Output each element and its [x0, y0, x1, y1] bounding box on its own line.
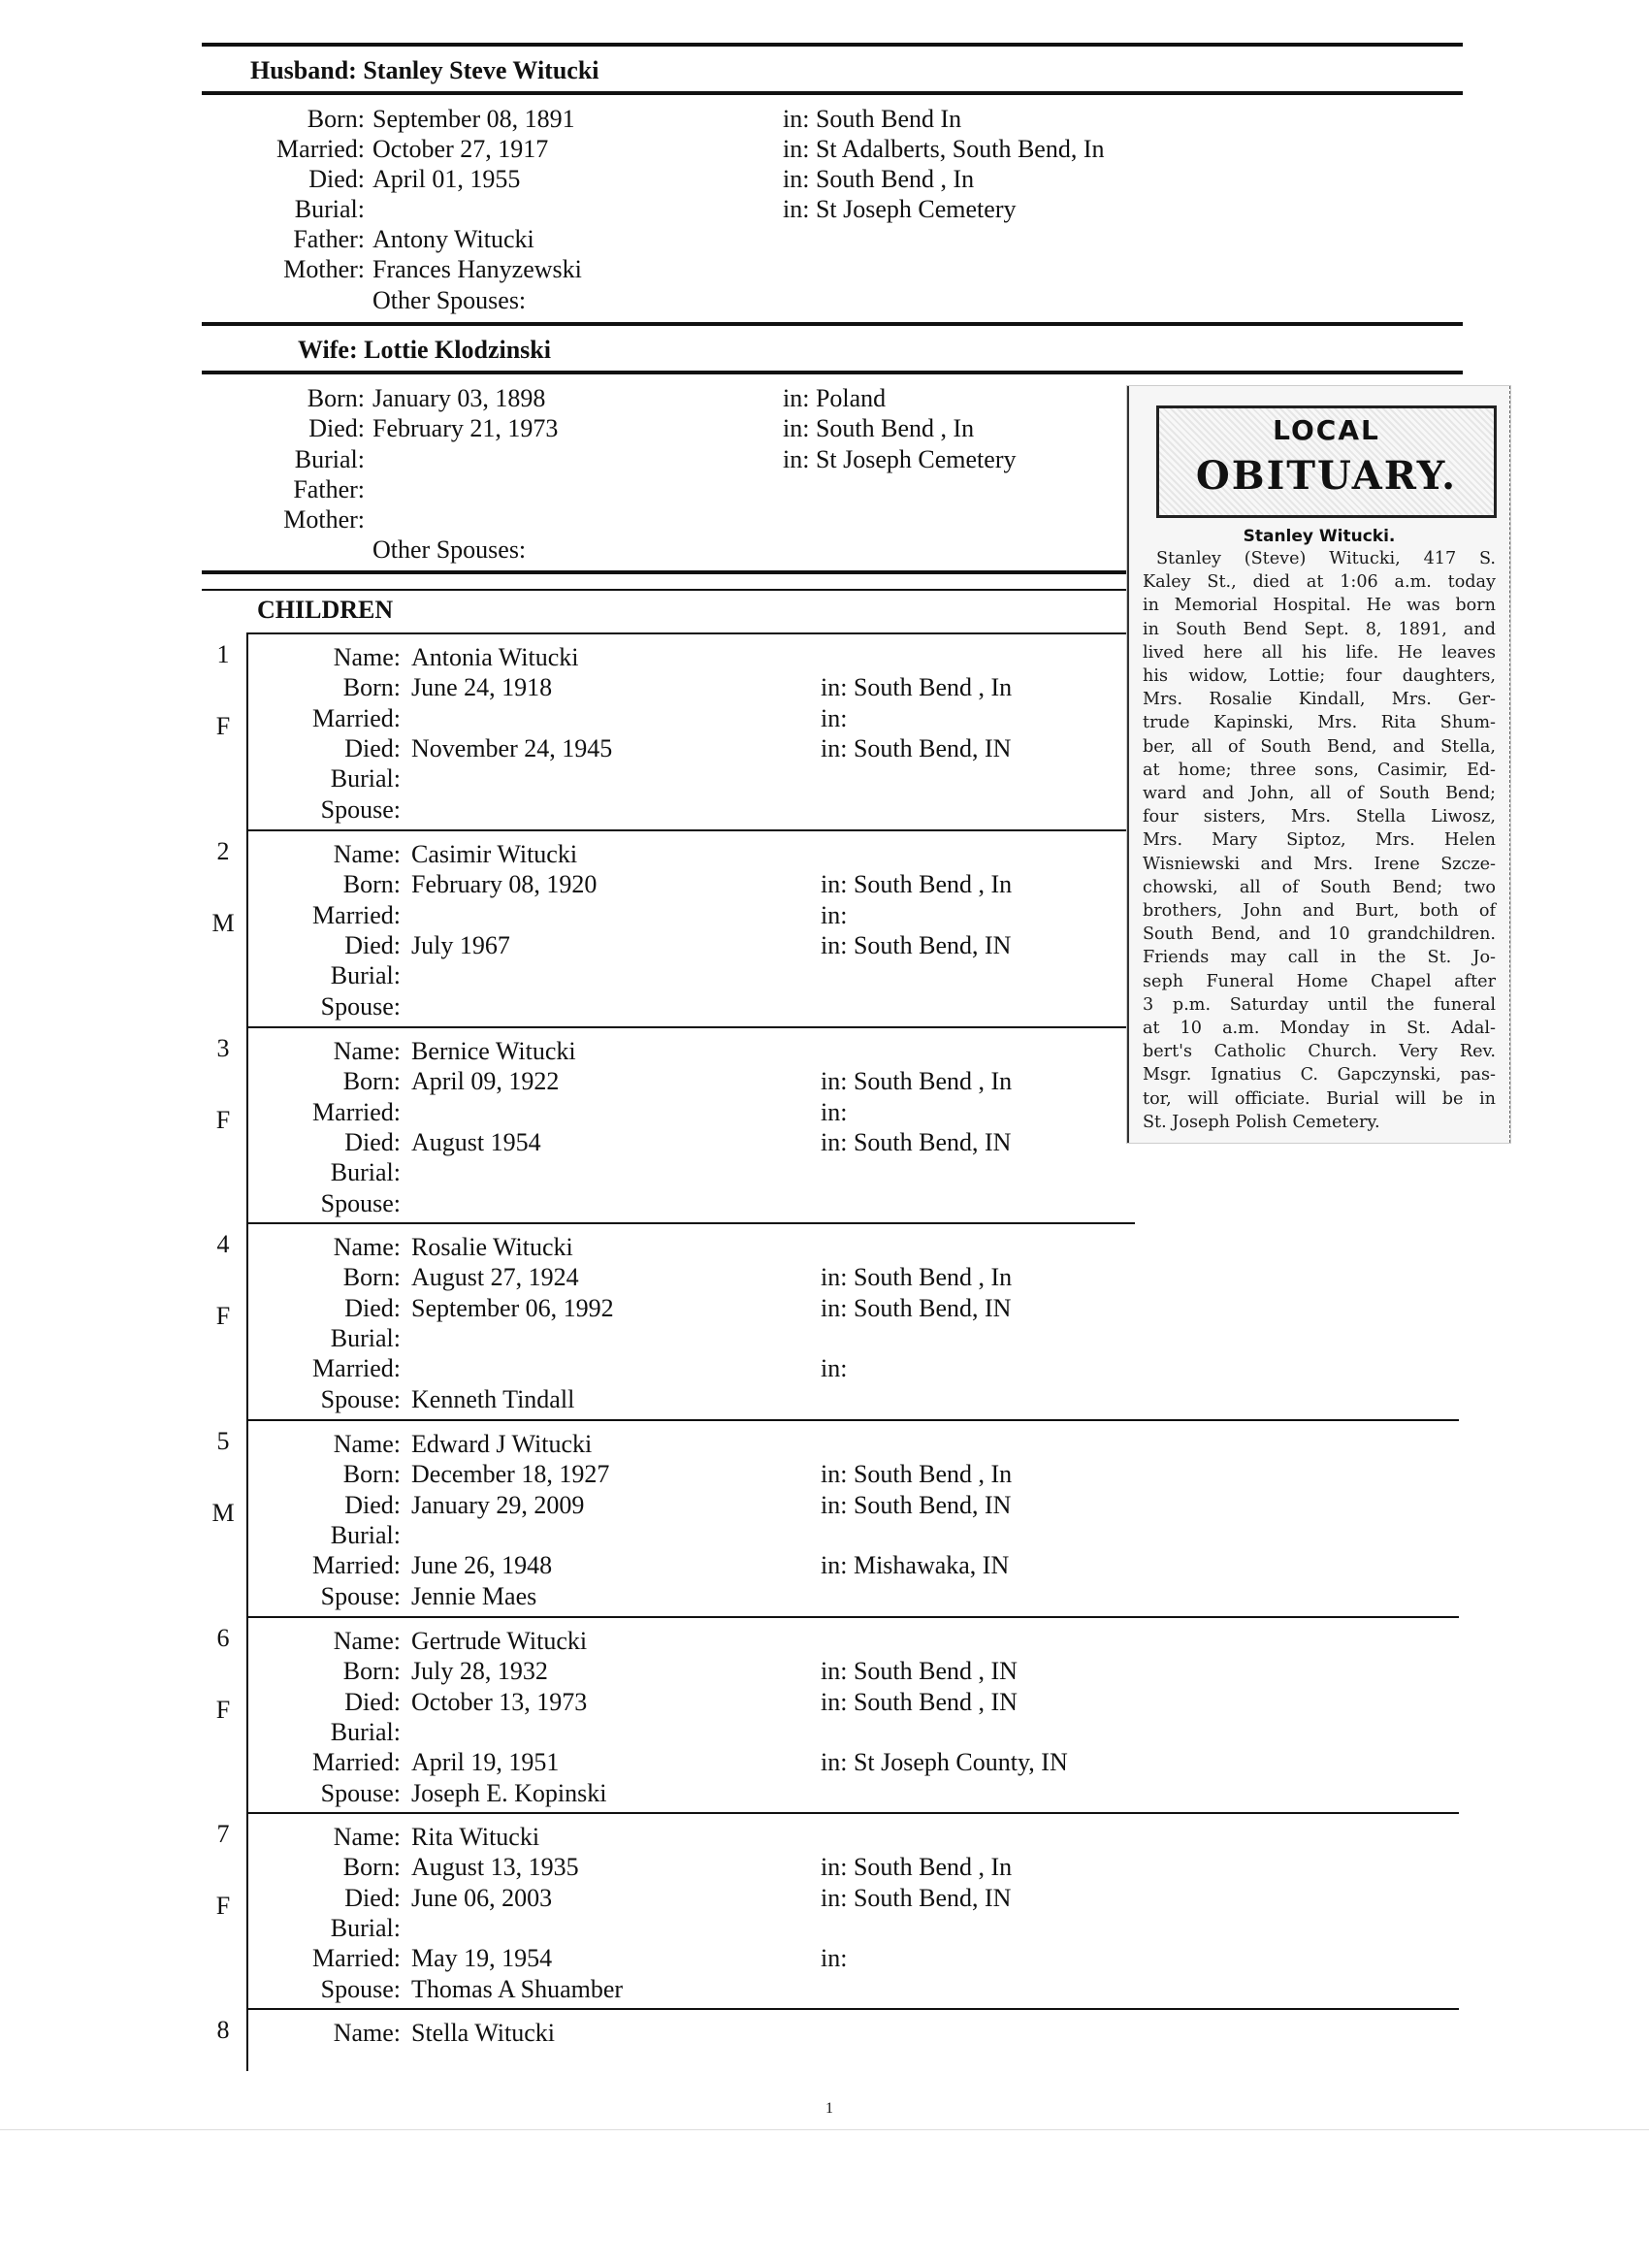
obituary-line: chowski, all of South Bend; two — [1143, 877, 1496, 897]
child-number: 5 — [216, 1427, 230, 1455]
obituary-line: ber, all of South Bend, and Stella, — [1143, 736, 1496, 757]
child-field-place: in: South Bend , In — [821, 870, 1013, 898]
child-field-place: in: South Bend , In — [821, 1853, 1013, 1881]
child-sex: M — [211, 1499, 235, 1527]
child-field-label: Died: — [344, 1688, 401, 1716]
child-separator — [246, 1419, 1459, 1421]
child-field-value: December 18, 1927 — [411, 1460, 610, 1488]
obituary-line: Kaley St., died at 1:06 a.m. today — [1143, 572, 1496, 593]
child-number: 7 — [216, 1820, 230, 1848]
children-heading-rule — [246, 632, 1135, 634]
child-number: 3 — [216, 1034, 230, 1062]
child-field-place: in: St Joseph County, IN — [821, 1748, 1068, 1776]
husband-field-value: Antony Witucki — [372, 225, 534, 253]
child-field-label: Spouse: — [320, 795, 401, 824]
husband-rule — [202, 91, 1463, 95]
child-sex: F — [215, 1106, 231, 1134]
child-separator — [246, 1222, 1135, 1224]
wife-heading-label: Wife: — [298, 336, 358, 364]
obituary-line: St. Joseph Polish Cemetery. — [1143, 1112, 1380, 1132]
husband-field-label: Born: — [307, 105, 365, 133]
child-field-label: Married: — [312, 1944, 401, 1972]
child-field-place: in: South Bend, IN — [821, 1884, 1012, 1912]
child-number: 4 — [216, 1230, 230, 1258]
wife-rule — [202, 371, 1463, 374]
wife-field-label: Born: — [307, 384, 365, 412]
child-field-value: June 06, 2003 — [411, 1884, 553, 1912]
child-field-place: in: South Bend, IN — [821, 1491, 1012, 1519]
child-field-label: Born: — [342, 870, 401, 898]
child-separator — [246, 829, 1135, 831]
child-field-value: Casimir Witucki — [411, 840, 578, 868]
child-field-label: Name: — [333, 1233, 401, 1261]
child-sex: F — [215, 1892, 231, 1920]
child-separator — [246, 1812, 1459, 1814]
top-rule — [202, 43, 1463, 47]
wife-field-label: Burial: — [294, 445, 365, 473]
child-field-label: Name: — [333, 1037, 401, 1065]
child-field-value: June 24, 1918 — [411, 673, 553, 701]
obituary-line: four sisters, Mrs. Stella Liwosz, — [1143, 807, 1496, 827]
child-field-value: Kenneth Tindall — [411, 1385, 575, 1413]
child-field-label: Born: — [342, 1853, 401, 1881]
child-field-label: Spouse: — [320, 1582, 401, 1610]
child-field-value: August 13, 1935 — [411, 1853, 579, 1881]
child-field-label: Died: — [344, 1491, 401, 1519]
child-number: 2 — [216, 837, 230, 865]
child-field-value: July 28, 1932 — [411, 1657, 548, 1685]
child-separator — [246, 1616, 1459, 1618]
child-field-label: Born: — [342, 673, 401, 701]
husband-field-label: Married: — [276, 135, 365, 163]
husband-field-value: April 01, 1955 — [372, 165, 521, 193]
husband-field-label: Father: — [293, 225, 365, 253]
child-field-value: June 26, 1948 — [411, 1551, 553, 1579]
child-field-label: Married: — [312, 1748, 401, 1776]
child-field-value: Rosalie Witucki — [411, 1233, 573, 1261]
child-field-value: Joseph E. Kopinski — [411, 1779, 607, 1807]
child-field-place: in: — [821, 704, 848, 732]
child-field-label: Burial: — [330, 1324, 401, 1352]
child-field-place: in: — [821, 1944, 848, 1972]
child-field-place: in: South Bend , IN — [821, 1657, 1018, 1685]
obituary-title: Stanley Witucki. — [1243, 527, 1396, 546]
child-field-value: September 06, 1992 — [411, 1294, 614, 1322]
husband-name: Stanley Steve Witucki — [363, 56, 599, 84]
child-field-label: Married: — [312, 1551, 401, 1579]
child-field-value: Bernice Witucki — [411, 1037, 576, 1065]
obituary-line: Friends may call in the St. Jo- — [1143, 948, 1496, 968]
child-field-label: Died: — [344, 1294, 401, 1322]
child-field-place: in: South Bend , In — [821, 1067, 1013, 1095]
obituary-clipping — [1127, 386, 1510, 1143]
child-field-place: in: South Bend, IN — [821, 734, 1012, 762]
children-heading: CHILDREN — [257, 596, 394, 624]
obituary-line: in Memorial Hospital. He was born — [1143, 596, 1496, 616]
husband-field-place: in: St Adalberts, South Bend, In — [783, 135, 1105, 163]
obituary-line: lived here all his life. He leaves — [1143, 642, 1496, 663]
child-field-label: Burial: — [330, 1914, 401, 1942]
child-field-label: Spouse: — [320, 1385, 401, 1413]
child-field-value: May 19, 1954 — [411, 1944, 553, 1972]
wife-other-spouses: Other Spouses: — [372, 535, 527, 564]
child-field-place: in: South Bend , In — [821, 1263, 1013, 1291]
obituary-line: his widow, Lottie; four daughters, — [1143, 666, 1496, 687]
wife-field-value: January 03, 1898 — [372, 384, 546, 412]
child-field-label: Name: — [333, 2019, 401, 2047]
child-field-value: Jennie Maes — [411, 1582, 537, 1610]
child-sex: F — [215, 1696, 231, 1724]
obituary-line: tor, will officiate. Burial will be in — [1143, 1088, 1496, 1109]
wife-top-rule — [202, 322, 1463, 326]
child-field-label: Burial: — [330, 764, 401, 793]
wife-field-place: in: Poland — [783, 384, 887, 412]
husband-heading — [250, 56, 599, 85]
husband-field-place: in: St Joseph Cemetery — [783, 195, 1017, 223]
husband-other-spouses: Other Spouses: — [372, 286, 527, 314]
child-number: 8 — [216, 2016, 230, 2044]
child-field-place: in: South Bend, IN — [821, 1294, 1012, 1322]
obituary-line: seph Funeral Home Chapel after — [1143, 971, 1496, 991]
child-field-label: Name: — [333, 1823, 401, 1851]
obituary-line: Stanley (Steve) Witucki, 417 S. — [1156, 549, 1496, 568]
obituary-line: at home; three sons, Casimir, Ed- — [1143, 760, 1496, 780]
child-field-label: Name: — [333, 840, 401, 868]
page-bottom-edge — [0, 2129, 1649, 2130]
child-field-label: Name: — [333, 1627, 401, 1655]
child-field-label: Burial: — [330, 961, 401, 989]
obituary-line: Mrs. Mary Siptoz, Mrs. Helen — [1143, 830, 1496, 851]
masthead-local: LOCAL — [1273, 414, 1380, 446]
wife-name: Lottie Klodzinski — [364, 336, 551, 364]
child-field-label: Married: — [312, 1354, 401, 1382]
child-field-value: November 24, 1945 — [411, 734, 613, 762]
child-field-value: July 1967 — [411, 931, 510, 959]
child-number: 1 — [216, 640, 230, 668]
child-field-value: August 1954 — [411, 1128, 541, 1156]
child-field-label: Name: — [333, 643, 401, 671]
child-field-value: Thomas A Shuamber — [411, 1975, 624, 2003]
child-field-label: Born: — [342, 1657, 401, 1685]
wife-field-place: in: South Bend , In — [783, 414, 975, 442]
obituary-line: ward and John, all of South Bend; — [1143, 784, 1496, 804]
child-field-value: Edward J Witucki — [411, 1430, 593, 1458]
child-field-place: in: South Bend, IN — [821, 931, 1012, 959]
child-field-label: Married: — [312, 901, 401, 929]
masthead-obituary: OBITUARY. — [1195, 453, 1458, 499]
wife-bottom-rule — [202, 570, 1135, 574]
child-field-label: Born: — [342, 1460, 401, 1488]
child-field-value: January 29, 2009 — [411, 1491, 585, 1519]
obituary-line: Msgr. Ignatius C. Gapczynski, pas- — [1143, 1065, 1496, 1085]
child-field-label: Burial: — [330, 1718, 401, 1746]
child-field-value: Rita Witucki — [411, 1823, 540, 1851]
child-field-label: Burial: — [330, 1158, 401, 1186]
husband-heading-label: Husband: — [250, 56, 357, 84]
child-separator — [246, 2008, 1459, 2010]
child-sex: F — [215, 712, 231, 740]
obituary-line: Mrs. Rosalie Kindall, Mrs. Ger- — [1143, 690, 1496, 710]
child-field-place: in: South Bend, IN — [821, 1128, 1012, 1156]
child-field-label: Name: — [333, 1430, 401, 1458]
child-sex: F — [215, 1302, 231, 1330]
child-field-place: in: South Bend , In — [821, 1460, 1013, 1488]
child-field-value: August 27, 1924 — [411, 1263, 579, 1291]
child-field-label: Born: — [342, 1263, 401, 1291]
child-sex: M — [211, 909, 235, 937]
wife-field-place: in: St Joseph Cemetery — [783, 445, 1017, 473]
child-field-value: April 09, 1922 — [411, 1067, 560, 1095]
husband-field-label: Burial: — [294, 195, 365, 223]
child-field-place: in: — [821, 1354, 848, 1382]
wife-field-label: Mother: — [283, 505, 365, 534]
child-field-value: Antonia Witucki — [411, 643, 579, 671]
child-field-value: October 13, 1973 — [411, 1688, 588, 1716]
page-number: 1 — [825, 2100, 833, 2117]
obituary-line: in South Bend Sept. 8, 1891, and — [1143, 619, 1496, 639]
child-field-label: Spouse: — [320, 1779, 401, 1807]
obituary-line: brothers, John and Burt, both of — [1143, 901, 1496, 922]
wife-field-label: Died: — [308, 414, 365, 442]
child-field-value: Gertrude Witucki — [411, 1627, 588, 1655]
husband-field-label: Died: — [308, 165, 365, 193]
child-field-label: Married: — [312, 704, 401, 732]
obituary-line: Wisniewski and Mrs. Irene Szcze- — [1143, 854, 1496, 874]
child-field-place: in: South Bend , In — [821, 673, 1013, 701]
child-number: 6 — [216, 1624, 230, 1652]
child-field-value: February 08, 1920 — [411, 870, 598, 898]
child-field-place: in: Mishawaka, IN — [821, 1551, 1010, 1579]
husband-field-place: in: South Bend In — [783, 105, 962, 133]
obituary-line: bert's Catholic Church. Very Rev. — [1143, 1042, 1496, 1062]
husband-field-label: Mother: — [283, 255, 365, 283]
child-field-label: Died: — [344, 931, 401, 959]
child-field-value: Stella Witucki — [411, 2019, 555, 2047]
children-top-rule — [202, 589, 1135, 591]
child-field-label: Died: — [344, 1884, 401, 1912]
obituary-line: 3 p.m. Saturday until the funeral — [1143, 994, 1496, 1015]
obituary-line: at 10 a.m. Monday in St. Adal- — [1143, 1019, 1496, 1039]
child-field-label: Spouse: — [320, 992, 401, 1021]
child-field-place: in: South Bend , IN — [821, 1688, 1018, 1716]
husband-field-value: October 27, 1917 — [372, 135, 549, 163]
child-field-place: in: — [821, 1098, 848, 1126]
child-field-label: Married: — [312, 1098, 401, 1126]
obituary-body — [1143, 547, 1496, 1134]
child-field-place: in: — [821, 901, 848, 929]
husband-field-value: Frances Hanyzewski — [372, 255, 582, 283]
child-field-label: Born: — [342, 1067, 401, 1095]
child-field-label: Burial: — [330, 1521, 401, 1549]
obituary-line: trude Kapinski, Mrs. Rita Shum- — [1143, 713, 1496, 733]
wife-heading — [298, 336, 551, 365]
child-field-label: Spouse: — [320, 1975, 401, 2003]
child-field-label: Died: — [344, 734, 401, 762]
child-field-label: Died: — [344, 1128, 401, 1156]
child-separator — [246, 1026, 1135, 1028]
husband-field-value: September 08, 1891 — [372, 105, 575, 133]
wife-field-label: Father: — [293, 475, 365, 503]
child-field-value: April 19, 1951 — [411, 1748, 560, 1776]
child-field-label: Spouse: — [320, 1189, 401, 1217]
obituary-line: South Bend, and 10 grandchildren. — [1143, 924, 1496, 945]
wife-field-value: February 21, 1973 — [372, 414, 559, 442]
husband-field-place: in: South Bend , In — [783, 165, 975, 193]
obituary-masthead — [1156, 405, 1497, 518]
